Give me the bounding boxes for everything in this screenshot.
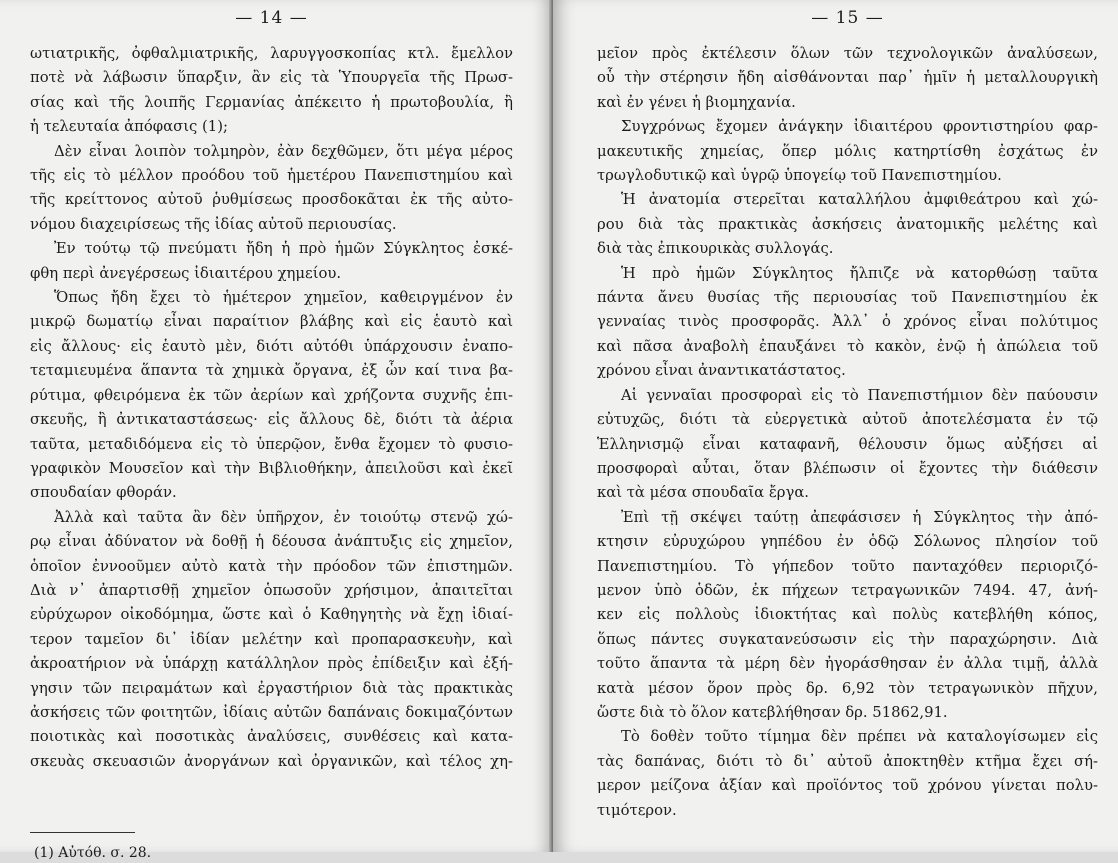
left-page-text bbox=[30, 42, 513, 774]
page-number-left: — 14 — bbox=[235, 8, 308, 28]
text-line: τερον ταμεῖον δι᾽ ἰδίαν μελέτην καὶ προπαρασκευὴν, καὶ bbox=[30, 630, 513, 648]
text-line: τεταμιευμένα ἅπαντα τὰ χημικὰ ὄργανα, ἐξ ὧν καί τινα βα- bbox=[30, 362, 513, 380]
text-line: ἀκροατήριον νὰ ὑπάρχῃ κατάλληλον πρὸς ἐπίδειξιν καὶ ἐξή- bbox=[30, 655, 513, 673]
text-line: διὰ τὰς ἐπικουρικὰς συλλογάς. bbox=[597, 240, 834, 258]
text-line: ρύτιμα, φθειρόμενα ἐκ τῶν ἀερίων καὶ χρήζοντα συχνῆς ἐπι- bbox=[30, 386, 513, 404]
text-line: τὰς δαπάνας, διότι τὸ δι᾽ αὐτοῦ ἀποκτηθὲν κτῆμα ἔχει σή- bbox=[597, 752, 1098, 770]
text-line: ωτιατρικῆς, ὀφθαλμιατρικῆς, λαρυγγοσκοπίας κτλ. ἔμελλον bbox=[30, 45, 513, 62]
text-line: νόμου διαχειρίσεως τῆς ἰδίας αὐτοῦ περιουσίας. bbox=[30, 215, 397, 233]
text-line: Ὅπως ἤδη ἔχει τὸ ἡμέτερον χημεῖον, καθειργμένον ἐν bbox=[54, 289, 513, 307]
text-line: τιμότερον. bbox=[597, 801, 677, 819]
text-line: Ἡ πρὸ ἡμῶν Σύγκλητος ἤλπιζε νὰ κατορθώσῃ ταῦτα bbox=[621, 264, 1098, 282]
text-line: Ἐν τούτῳ τῷ πνεύματι ἤδη ἡ πρὸ ἡμῶν Σύγκλητος ἐσκέ- bbox=[54, 240, 513, 258]
text-line: τῆς εἰς τὸ μέλλον προόδου τοῦ ἡμετέρου Πανεπιστημίου καὶ bbox=[30, 167, 513, 185]
footnote-rule bbox=[30, 832, 135, 833]
text-line: Τὸ δοθὲν τοῦτο τίμημα δὲν πρέπει νὰ καταλογίσωμεν εἰς bbox=[621, 728, 1098, 746]
text-line: ρῳ εἶναι ἀδύνατον νὰ δοθῇ ἡ δέουσα ἀνάπτυξις εἰς χημεῖον, bbox=[30, 533, 513, 551]
text-line: ποτὲ νὰ λάβωσιν ὕπαρξιν, ἂν εἰς τὰ Ὑπουργεῖα τῆς Πρωσ- bbox=[30, 69, 513, 87]
text-line: Αἱ γενναῖαι προσφοραὶ εἰς τὸ Πανεπιστήμιον δὲν παύουσιν bbox=[621, 386, 1098, 404]
text-line: τῆς κρείττονος αὐτοῦ ῥυθμίσεως προσδοκᾶται ἐκ τῆς αὐτο- bbox=[30, 191, 513, 209]
text-line: κεν εἰς πολλοὺς ἰδιοκτήτας καὶ πολὺς κατεβλήθη κόπος, bbox=[597, 606, 1098, 624]
text-line: Πανεπιστημίου. Τὸ γήπεδον τοῦτο πανταχόθεν περιοριζό- bbox=[597, 557, 1098, 575]
text-line: γησιν τῶν πειραμάτων καὶ ἐργαστήριον διὰ τὰς πρακτικὰς bbox=[30, 679, 513, 697]
text-line: Ἐπὶ τῇ σκέψει ταύτῃ ἀπεφάσισεν ἡ Σύγκλητος τὴν ἀπό- bbox=[621, 508, 1098, 526]
text-line: Ἡ ἀνατομία στερεῖται καταλλήλου ἀμφιθεάτρου καὶ χώ- bbox=[621, 191, 1098, 209]
text-line: ρου διὰ τὰς πρακτικὰς ἀσκήσεις ἀνατομικῆς μελέτης καὶ bbox=[597, 215, 1098, 233]
right-page-text bbox=[597, 42, 1098, 823]
text-line: εὐρύχωρον οἰκοδόμημα, ὥστε καὶ ὁ Καθηγητὴς νὰ ἔχῃ ἰδιαί- bbox=[30, 606, 513, 624]
text-line: κατὰ μέσον ὅρον πρὸς δρ. 6,92 τὸν τετραγωνικὸν πῆχυν, bbox=[597, 679, 1098, 697]
text-line: μερον μείζονα ἀξίαν καὶ προϊόντος τοῦ χρόνου γίνεται πολυ- bbox=[597, 777, 1098, 795]
text-line: καὶ πᾶσα ἀναβολὴ ἐπαυξάνει τὸ κακὸν, ἐνῷ ἡ ἀπώλεια τοῦ bbox=[597, 337, 1098, 355]
text-line: ἀσκήσεις τῶν φοιτητῶν, ἰδίαις αὐτῶν δαπάναις δοκιμαζόντων bbox=[30, 703, 513, 721]
text-line: προσφοραὶ αὗται, ὅταν βλέπωσιν οἱ ἔχοντες τὴν διάθεσιν bbox=[597, 459, 1098, 477]
text-line: μικρῷ δωματίῳ εἶναι παραίτιον βλάβης καὶ εἰς ἑαυτὸ καὶ bbox=[30, 313, 513, 331]
right-page bbox=[553, 0, 1118, 852]
text-line: μενον ὑπὸ ὁδῶν, ἐκ πήχεων τετραγωνικῶν 7494. 47, ἀνή- bbox=[597, 581, 1098, 599]
text-line: Συγχρόνως ἔχομεν ἀνάγκην ἰδιαιτέρου φροντιστηρίου φαρ- bbox=[621, 118, 1098, 136]
text-line: ταῦτα, μεταδιδόμενα εἰς τὸ ὑπερῷον, ἔνθα ἔχομεν τὸ φυσιο- bbox=[30, 435, 513, 453]
text-line: ὁποῖον ἐννοοῦμεν αὐτὸ κατὰ τὴν πρόοδον τῶν ἐπιστημῶν. bbox=[30, 557, 513, 575]
text-line: κτησιν εὐρυχώρου γηπέδου ἐν ὁδῷ Σόλωνος πλησίον τοῦ bbox=[597, 533, 1098, 551]
text-line: Ἀλλὰ καὶ ταῦτα ἂν δὲν ὑπῆρχον, ἐν τοιούτῳ στενῷ χώ- bbox=[54, 508, 513, 526]
text-line: τοῦτο ἅπαντα τὰ μέρη δὲν ἠγοράσθησαν ἐν ἀλλα τιμῇ, ἀλλὰ bbox=[597, 655, 1098, 673]
text-line: ποιοτικὰς καὶ ποσοτικὰς ἀναλύσεις, συνθέσεις καὶ κατα- bbox=[30, 728, 513, 746]
text-line: καὶ ἐν γένει ἡ βιομηχανία. bbox=[597, 93, 796, 111]
text-line: σπουδαίαν φθοράν. bbox=[30, 484, 177, 502]
text-line: εὐτυχῶς, διότι τὰ εὐεργετικὰ αὐτοῦ ἀποτελέσματα ἐν τῷ bbox=[597, 411, 1098, 429]
text-line: σκευῆς, ἢ ἀντικαταστάσεως· εἰς ἄλλους δὲ, διότι τὰ ἀέρια bbox=[30, 411, 513, 429]
text-line: σίας καὶ τῆς λοιπῆς Γερμανίας ἀπέκειτο ἡ πρωτοβουλία, ἢ bbox=[30, 93, 513, 111]
text-line: πάντα ἄνευ θυσίας τῆς περιουσίας τοῦ Πανεπιστημίου ἐκ bbox=[597, 289, 1098, 307]
text-line: Ἑλληνισμῷ εἶναι καταφανῆ, θέλουσιν ὅμως αὐξήσει αἱ bbox=[597, 435, 1098, 453]
text-line: φθη περὶ ἀνεγέρσεως ἰδιαιτέρου χημείου. bbox=[30, 264, 342, 282]
text-line: ἡ τελευταία ἀπόφασις (1); bbox=[30, 118, 228, 136]
text-line: εἰς ἄλλους· εἰς ἑαυτὸ μὲν, διότι αὐτόθι ὑπάρχουσιν ἐναπο- bbox=[30, 337, 513, 355]
text-line: μακευτικῆς χημείας, ὅπερ μόλις κατηρτίσθη ἐσχάτως ἐν bbox=[597, 142, 1098, 160]
text-line: καὶ τὰ μέσα σπουδαῖα ἔργα. bbox=[597, 484, 810, 502]
page-number-right: — 15 — bbox=[811, 8, 884, 28]
text-line: οὗ τὴν στέρησιν ἤδη αἰσθάνονται παρ᾽ ἡμῖν ἡ μεταλλουργικὴ bbox=[597, 69, 1098, 87]
text-line: σκευὰς σκευασιῶν ἀνοργάνων καὶ ὀργανικῶν, καὶ τέλος χη- bbox=[30, 752, 513, 770]
text-line: ὅπως πάντες συγκατανεύσωσιν εἰς τὴν παραχώρησιν. Διὰ bbox=[597, 630, 1098, 648]
text-line: γραφικὸν Μουσεῖον καὶ τὴν Βιβλιοθήκην, ἀπειλοῦσι καὶ ἐκεῖ bbox=[30, 459, 513, 477]
text-line: Δὲν εἶναι λοιπὸν τολμηρὸν, ἐὰν δεχθῶμεν, ὅτι μέγα μέρος bbox=[54, 142, 513, 160]
left-page bbox=[0, 0, 553, 862]
text-line: χρόνου εἶναι ἀναντικατάστατος. bbox=[597, 362, 846, 380]
text-line: Διὰ ν᾽ ἀπαρτισθῇ χημεῖον ὁπωσοῦν χρήσιμον, ἀπαιτεῖται bbox=[30, 581, 513, 599]
text-line: ὥστε διὰ τὸ ὅλον κατεβλήθησαν δρ. 51862,91. bbox=[597, 703, 948, 721]
text-line: γενναίας τινὸς προσφορᾶς. Ἀλλ᾽ ὁ χρόνος εἶναι πολύτιμος bbox=[597, 313, 1098, 331]
footnote: (1) Αὐτόθ. σ. 28. bbox=[34, 845, 152, 862]
text-line: μεῖον πρὸς ἐκτέλεσιν ὅλων τῶν τεχνολογικῶν ἀναλύσεων, bbox=[597, 45, 1098, 62]
text-line: τρωγλοδυτικῷ καὶ ὑγρῷ ὑπογείῳ τοῦ Πανεπιστημίου. bbox=[597, 167, 1002, 185]
